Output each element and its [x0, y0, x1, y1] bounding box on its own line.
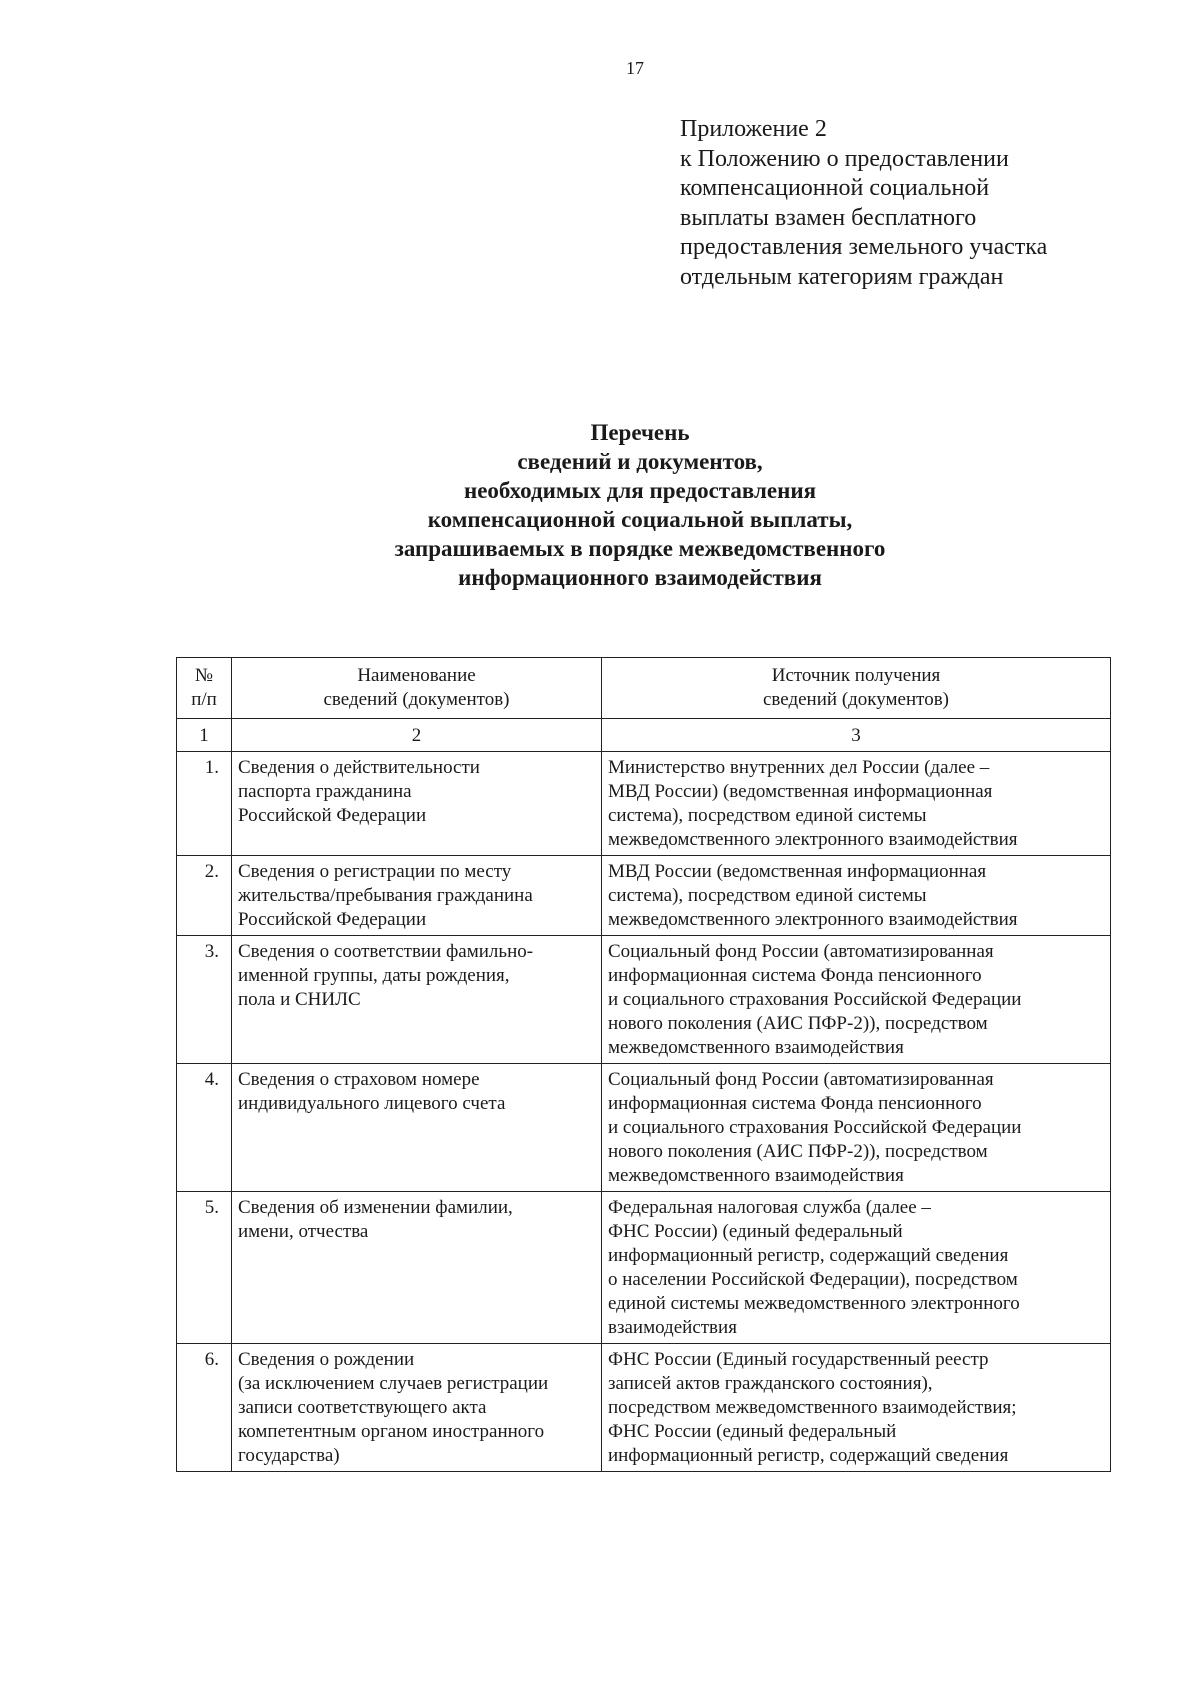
cell-line: информационный регистр, содержащий сведения — [608, 1245, 1009, 1266]
table-header-row — [177, 658, 1111, 719]
cell-line: Сведения об изменении фамилии, — [238, 1197, 513, 1218]
row-number-cell: 1. — [177, 752, 232, 856]
table-row — [177, 752, 1111, 856]
cell-line: посредством межведомственного взаимодействия; — [608, 1397, 1017, 1418]
title-line: запрашиваемых в порядке межведомственного — [394, 536, 886, 561]
cell-line: о населении Российской Федерации), посредством — [608, 1269, 1018, 1290]
title-line: компенсационной социальной выплаты, — [427, 507, 853, 532]
appendix-line: компенсационной социальной — [680, 175, 990, 201]
header-text: № — [194, 665, 214, 686]
row-number-cell: 6. — [177, 1344, 232, 1472]
cell-line: межведомственного электронного взаимодействия — [608, 829, 1018, 850]
header-name-cell — [232, 658, 602, 719]
header-text: сведений (документов) — [323, 689, 510, 710]
row-source-cell — [602, 752, 1111, 856]
cell-line: межведомственного электронного взаимодействия — [608, 909, 1018, 930]
cell-line: Сведения о страховом номере — [238, 1069, 480, 1090]
cell-line: Социальный фонд России (автоматизированная — [608, 1069, 994, 1090]
cell-line: МВД России) (ведомственная информационная — [608, 781, 993, 802]
row-name-cell — [232, 752, 602, 856]
cell-line: единой системы межведомственного электронного — [608, 1293, 1020, 1314]
title-line: информационного взаимодействия — [458, 565, 822, 590]
table-row — [177, 856, 1111, 936]
cell-line: информационный регистр, содержащий сведения — [608, 1445, 1009, 1466]
cell-line: записи соответствующего акта — [238, 1397, 487, 1418]
row-source-cell — [602, 856, 1111, 936]
appendix-note — [680, 115, 1047, 292]
cell-line: записей актов гражданского состояния), — [608, 1373, 933, 1394]
cell-line: Российской Федерации — [238, 805, 427, 826]
table-index-row — [177, 719, 1111, 752]
row-number-cell: 2. — [177, 856, 232, 936]
cell-line: информационная система Фонда пенсионного — [608, 965, 982, 986]
cell-line: Сведения о соответствии фамильно- — [238, 941, 534, 962]
cell-line: имени, отчества — [238, 1221, 369, 1242]
appendix-line: предоставления земельного участка — [680, 234, 1048, 260]
title-line: Перечень — [590, 420, 690, 445]
index-cell: 1 — [177, 719, 232, 752]
header-num-cell — [177, 658, 232, 719]
index-cell: 2 — [232, 719, 602, 752]
cell-line: межведомственного взаимодействия — [608, 1165, 904, 1186]
row-source-cell — [602, 936, 1111, 1064]
cell-line: ФНС России (единый федеральный — [608, 1421, 897, 1442]
cell-line: нового поколения (АИС ПФР-2)), посредством — [608, 1013, 988, 1034]
row-source-cell — [602, 1192, 1111, 1344]
row-number-cell: 3. — [177, 936, 232, 1064]
cell-line: государства) — [238, 1445, 340, 1466]
row-name-cell — [232, 856, 602, 936]
header-text: сведений (документов) — [762, 689, 949, 710]
row-source-cell — [602, 1064, 1111, 1192]
cell-line: система), посредством единой системы — [608, 805, 927, 826]
table-row — [177, 1064, 1111, 1192]
cell-line: Сведения о рождении — [238, 1349, 415, 1370]
document-title — [0, 418, 1200, 592]
table-row — [177, 936, 1111, 1064]
cell-line: и социального страхования Российской Федерации — [608, 1117, 1022, 1138]
row-number-cell: 5. — [177, 1192, 232, 1344]
row-source-cell — [602, 1344, 1111, 1472]
cell-line: жительства/пребывания гражданина — [238, 885, 533, 906]
header-text: Источник получения — [771, 665, 941, 686]
appendix-line: отдельным категориям граждан — [680, 263, 1004, 290]
cell-line: система), посредством единой системы — [608, 885, 927, 906]
table-row — [177, 1344, 1111, 1472]
row-name-cell — [232, 936, 602, 1064]
row-number-cell: 4. — [177, 1064, 232, 1192]
header-source-cell — [602, 658, 1111, 719]
cell-line: Сведения о действительности — [238, 757, 480, 778]
header-text: Наименование — [357, 665, 476, 686]
appendix-line: Приложение 2 — [680, 116, 827, 142]
cell-line: и социального страхования Российской Федерации — [608, 989, 1022, 1010]
appendix-line: к Положению о предоставлении — [680, 145, 1009, 172]
row-name-cell — [232, 1344, 602, 1472]
cell-line: ФНС России) (единый федеральный — [608, 1221, 903, 1242]
cell-line: межведомственного взаимодействия — [608, 1037, 904, 1058]
cell-line: нового поколения (АИС ПФР-2)), посредством — [608, 1141, 988, 1162]
cell-line: (за исключением случаев регистрации — [238, 1373, 549, 1394]
cell-line: индивидуального лицевого счета — [238, 1093, 506, 1114]
appendix-line: выплаты взамен бесплатного — [680, 204, 977, 231]
cell-line: Социальный фонд России (автоматизированная — [608, 941, 994, 962]
header-text: п/п — [191, 689, 217, 710]
documents-table — [176, 657, 1111, 1472]
cell-line: пола и СНИЛС — [238, 989, 361, 1010]
title-line: необходимых для предоставления — [463, 478, 817, 503]
cell-line: Сведения о регистрации по месту — [238, 861, 512, 882]
cell-line: взаимодействия — [608, 1317, 737, 1338]
cell-line: МВД России (ведомственная информационная — [608, 861, 987, 882]
cell-line: паспорта гражданина — [238, 781, 412, 802]
title-line: сведений и документов, — [517, 449, 763, 474]
cell-line: ФНС России (Единый государственный реестр — [608, 1349, 989, 1370]
table-row — [177, 1192, 1111, 1344]
row-name-cell — [232, 1064, 602, 1192]
cell-line: информационная система Фонда пенсионного — [608, 1093, 982, 1114]
cell-line: Федеральная налоговая служба (далее – — [608, 1197, 931, 1218]
index-cell: 3 — [602, 719, 1111, 752]
page-number: 17 — [626, 58, 644, 78]
cell-line: Российской Федерации — [238, 909, 427, 930]
cell-line: именной группы, даты рождения, — [238, 965, 510, 986]
row-name-cell — [232, 1192, 602, 1344]
cell-line: Министерство внутренних дел России (далее – — [608, 757, 990, 778]
cell-line: компетентным органом иностранного — [238, 1421, 545, 1442]
